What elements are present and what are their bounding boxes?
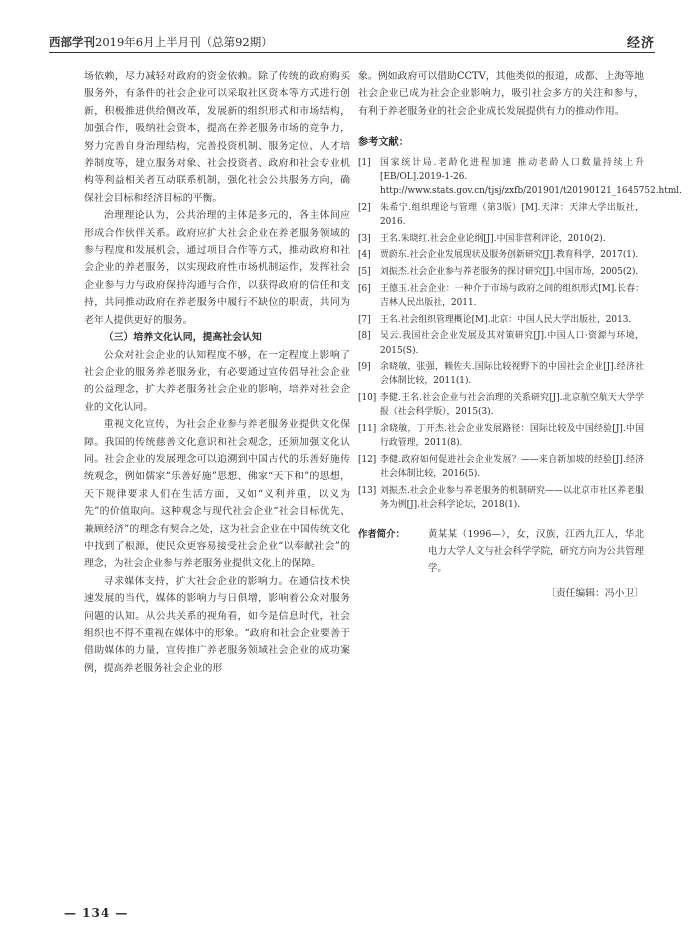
left-column [84,68,350,677]
paragraph: 象。例如政府可以借助CCTV，其他类似的报道，成都、上海等地社会企业已成为社会企业影响力，吸引社会多方的关注和参与，有利于养老服务业的社会企业成长发展提供有力的推动作用。 [358,71,644,117]
reference-item [358,282,644,310]
section-label: 经济 [626,36,655,51]
reference-item [358,313,644,327]
reference-text: 王名.社会组织管理概论[M].北京：中国人民大学出版社，2013. [380,314,632,325]
reference-text: 吴云.我国社会企业发展及其对策研究[J].中国人口·资源与环境，2015(S). [380,331,644,356]
reference-list [358,156,682,513]
reference-number: [2] [358,202,371,213]
paragraph: 重视文化宣传，为社会企业参与养老服务业提供文化保障。我国的传统慈善文化意识和社会观念，还须加强文化认同。社会企业的发展理念可以追溯到中国古代的乐善好施传统观念，例如儒家“乐善好施”思想、佛家“天下和”的思想，天下规律要求人们在生活方面，又如“义利并重，以义为先”的价值取向。这种观念与现代社会企业“社会目标优先、兼顾经济”的理念有契合之处，这为社会企业在中国传统文化中找到了根源，使民众更容易接受社会企业“以奉献社会”的理念，为社会企业参与养老服务业提供文化上的保障。 [84,419,350,570]
reference-text: 国家统计局.老龄化进程加速 推动老龄人口数量持续上升[EB/OL].2019-1-26. http://www.stats.gov.cn/tjsj/zxfb/201901/t20190121_1645752.html. [380,157,682,197]
reference-number: [13] [358,485,377,496]
reference-text: 朱希宁.组织理论与管理（第3版）[M].天津：天津大学出版社，2016. [380,202,644,227]
right-column [358,68,682,603]
subheading: （三）培养文化认同，提高社会认知 [103,332,262,344]
reference-number: [4] [358,250,371,261]
reference-number: [8] [358,331,371,342]
reference-number: [7] [358,314,371,325]
reference-text: 李健.王名.社会企业与社会治理的关系研究[J].北京航空航天大学学报（社会科学版），2015(3). [380,393,644,418]
journal-issue: 2019年6月上半月刊（总第92期） [95,35,273,49]
reference-item [358,156,682,199]
reference-number: [5] [358,267,371,278]
reference-text: 贾蔚东.社会企业发展现状及服务创新研究[J].教育科学，2017(1). [380,250,639,261]
reference-text: 余晓敏，张强，赖佐夫.国际比较视野下的中国社会企业[J].经济社会体制比较，2011(1). [380,362,644,387]
header-rule [49,52,655,53]
author-label: 作者简介： [358,529,405,541]
reference-number: [6] [358,283,371,294]
reference-number: [10] [358,393,377,404]
running-header [49,30,655,54]
author-bio [358,526,644,577]
paragraph: 场依赖，尽力减轻对政府的资金依赖。除了传统的政府购买服务外，有条件的社会企业可以采取社区资本等方式进行创新，积极推进供给侧改革，发展新的组织形式和市场结构，加强合作，吸纳社会资本，提高在养老服务市场的竞争力，努力完善自身治理结构，完善投资机制、服务定位、人才培养制度等，建立服务对象、社会投资者、政府和社会专业机构等利益相关者互动联系机制，强化社会公共服务方向，确保社会目标和经济目标的平衡。 [84,71,350,204]
reference-number: [1] [358,157,371,168]
paragraph: 治理理论认为，公共治理的主体是多元的，各主体间应形成合作伙伴关系。政府应扩大社会企业在养老服务领域的参与程度和发展机会，通过项目合作等方式，推动政府和社会企业的养老服务，以实现政府性市场机制运作，发挥社会企业参与力与政府保持沟通与合作，以获得政府的信任和支持，共同推动政府在养老服务中履行不缺位的职责，共同为老年人提供更好的服务。 [84,210,350,326]
reference-text: 李健.政府如何促进社会企业发展？——来自新加坡的经验[J].经济社会体制比较，2016(5). [380,454,644,480]
journal-name: 西部学刊 [49,35,95,49]
reference-item [358,201,644,229]
reference-item [358,232,644,246]
references-heading: 参考文献： [358,136,409,149]
reference-item [358,265,644,279]
journal-title [49,34,273,50]
author-text: 黄某某（1996—），女，汉族，江西九江人，华北电力大学人文与社会科学学院，研究方向为公共管理学。 [428,529,644,575]
page-number: — 134 — [64,906,129,920]
reference-text: 王德玉.社会企业：一种介于市场与政府之间的组织形式[M].长春：吉林人民出版社，2011. [380,283,644,308]
reference-number: [3] [358,233,371,244]
reference-item [358,391,644,419]
reference-text: 余晓敏，丁开杰.社会企业发展路径：国际比较及中国经验[J].中国行政管理，2011(8). [380,424,644,449]
reference-item [358,360,644,388]
reference-item [358,248,644,262]
reference-number: [9] [358,362,371,373]
reference-text: 刘振杰.社会企业参与养老服务的机制研究——以北京市社区养老服务为例[J].社会科学论坛，2018(1). [380,485,644,511]
reference-number: [11] [358,424,377,435]
paragraph: 公众对社会企业的认知程度不够，在一定程度上影响了社会企业的服务养老服务业，有必要通过宣传倡导社会企业的公益理念，扩大养老服务社会企业的影响，培养对社会企业的文化认同。 [84,349,350,413]
reference-item [358,484,644,512]
responsible-editor: 〔责任编辑：冯小卫〕 [546,588,644,600]
reference-text: 刘振杰.社会企业参与养老服务的探讨研究[J].中国市场，2005(2). [380,267,639,278]
reference-item [358,453,644,481]
reference-item [358,329,644,357]
reference-text: 王名.朱晓红.社会企业论纲[J].中国非营利评论，2010(2). [380,233,606,244]
reference-item [358,422,644,450]
reference-number: [12] [358,454,377,465]
paragraph: 寻求媒体支持，扩大社会企业的影响力。在通信技术快速发展的当代，媒体的影响力与日俱增，影响着公众对服务问题的认知。从公共关系的视角看，如今是信息时代，社会组织也不得不重视在媒体中的形象。“政府和社会企业要善于借助媒体的力量，宣传推广养老服务领域社会企业的成功案例，提高养老服务社会企业的形 [84,575,350,674]
